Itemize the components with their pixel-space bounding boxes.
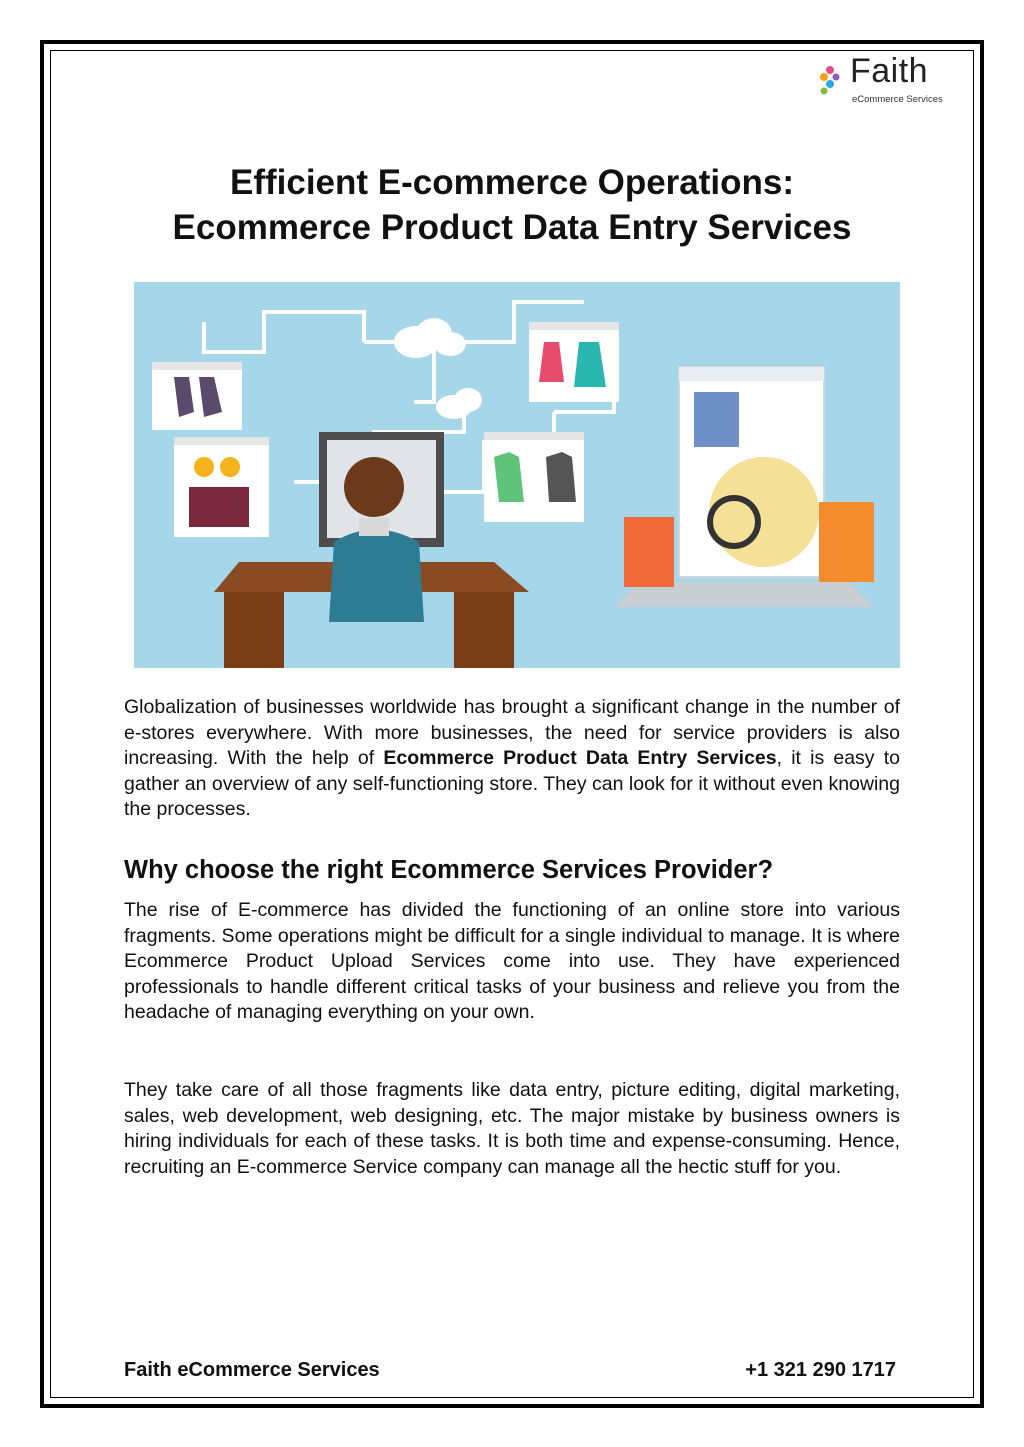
logo-name: Faith (850, 52, 929, 90)
section-paragraph-2: They take care of all those fragments like data entry, picture editing, digital marketing, sales, web development, web designing, etc. The major mistake by business owners is hiring individuals for each of these tasks. It is both time and expense-consuming. Hence, recruiting an E-commerce Service company can manage all the hectic stuff for you. (124, 1079, 900, 1178)
section-heading: Why choose the right Ecommerce Services Provider? (124, 856, 774, 884)
title-line-1: Efficient E-commerce Operations: (229, 163, 795, 202)
footer-company: Faith eCommerce Services (124, 1359, 380, 1381)
section-paragraph-1: The rise of E-commerce has divided the functioning of an online store into various fragments. Some operations might be difficult for a single individual to manage. It is where Ecommerce Product Upload Services come into use. They have experienced professionals to handle different critical tasks of your business and relieve you from the headache of managing everything on your own. (124, 899, 900, 1023)
intro-text-end: , it is easy to gather an overview of any self-functioning store. They can look for it without even knowing the processes. (124, 747, 900, 820)
faith-logo (820, 52, 960, 108)
logo-tagline: eCommerce Services (852, 94, 943, 105)
logo-petals-icon (820, 64, 850, 96)
footer-phone: +1 321 290 1717 (745, 1359, 896, 1381)
intro-bold-link-text: Ecommerce Product Data Entry Services (383, 747, 777, 769)
intro-paragraph (124, 695, 900, 823)
title-line-2: Ecommerce Product Data Entry Services (172, 208, 852, 247)
hero-illustration (134, 282, 900, 668)
page-title (100, 160, 924, 250)
intro-text-start: Globalization of businesses worldwide has brought a significant change in the number of e-stores everywhere. With more businesses, the need for service providers is also increasing. With the help of (124, 696, 900, 769)
data-entry-illustration-icon (134, 282, 900, 668)
